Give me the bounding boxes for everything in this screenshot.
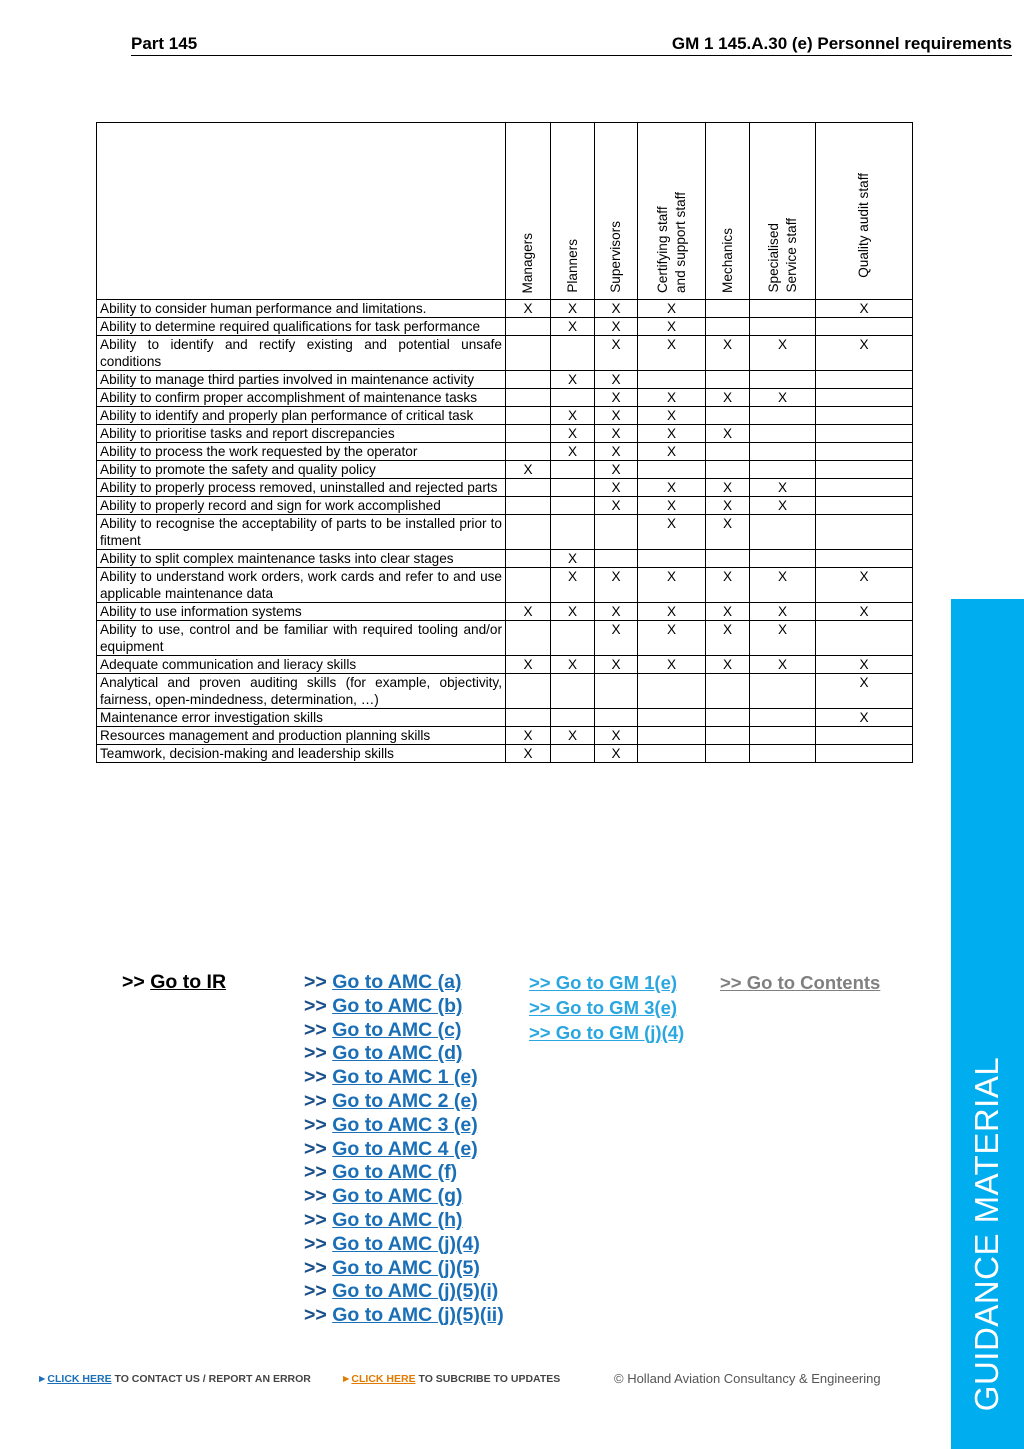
table-row xyxy=(97,709,913,727)
mark-cell: X xyxy=(595,568,638,603)
mark-cell xyxy=(816,461,913,479)
table-row xyxy=(97,425,913,443)
amc-link-row xyxy=(304,1161,504,1185)
mark-cell xyxy=(750,515,816,550)
gm-link-row xyxy=(529,996,684,1021)
table-row xyxy=(97,621,913,656)
mark-cell xyxy=(551,674,595,709)
mark-cell: X xyxy=(816,336,913,371)
link-prefix: >> xyxy=(304,971,327,993)
mark-cell: X xyxy=(595,318,638,336)
contents-link-block xyxy=(720,971,880,996)
mark-cell xyxy=(506,568,551,603)
ability-cell: Ability to split complex maintenance tasks into clear stages xyxy=(97,550,506,568)
link-prefix: >> xyxy=(304,1042,327,1065)
ability-cell: Ability to consider human performance and limitations. xyxy=(97,300,506,318)
amc-link-row xyxy=(304,971,504,995)
mark-cell: X xyxy=(595,389,638,407)
amc-link[interactable]: Go to AMC 3 (e) xyxy=(332,1113,478,1136)
amc-link-row xyxy=(304,1066,504,1090)
mark-cell xyxy=(750,745,816,763)
mark-cell: X xyxy=(638,318,706,336)
mark-cell: X xyxy=(551,603,595,621)
mark-cell: X xyxy=(706,515,750,550)
table-row xyxy=(97,443,913,461)
link-prefix: >> xyxy=(304,1113,327,1136)
mark-cell: X xyxy=(638,621,706,656)
table-row xyxy=(97,407,913,425)
mark-cell xyxy=(706,674,750,709)
mark-cell xyxy=(551,461,595,479)
mark-cell: X xyxy=(595,656,638,674)
mark-cell xyxy=(551,709,595,727)
mark-cell: X xyxy=(595,727,638,745)
link-prefix: >> xyxy=(304,1018,327,1041)
gm-link-row xyxy=(529,971,684,996)
ability-cell: Ability to manage third parties involved in maintenance activity xyxy=(97,371,506,389)
mark-cell xyxy=(816,621,913,656)
amc-link-row xyxy=(304,1257,504,1281)
mark-cell: X xyxy=(551,407,595,425)
table-row xyxy=(97,550,913,568)
ability-cell: Analytical and proven auditing skills (for example, objectivity, fairness, open-mindedness, determination, …) xyxy=(97,674,506,709)
mark-cell: X xyxy=(595,371,638,389)
header-title: GM 1 145.A.30 (e) Personnel requirements xyxy=(671,34,1012,53)
amc-link[interactable]: Go to AMC (j)(5)(ii) xyxy=(332,1304,504,1327)
mark-cell xyxy=(706,461,750,479)
mark-cell: X xyxy=(638,479,706,497)
matrix-body xyxy=(97,300,913,763)
amc-link-row xyxy=(304,1209,504,1233)
column-header: Supervisors xyxy=(595,123,638,300)
mark-cell xyxy=(506,389,551,407)
mark-cell xyxy=(551,336,595,371)
mark-cell: X xyxy=(506,603,551,621)
mark-cell xyxy=(595,674,638,709)
amc-link-row xyxy=(304,1185,504,1209)
column-header: Specialised Service staff xyxy=(750,123,816,300)
mark-cell xyxy=(816,371,913,389)
mark-cell: X xyxy=(595,407,638,425)
ability-cell: Ability to properly process removed, uninstalled and rejected parts xyxy=(97,479,506,497)
mark-cell: X xyxy=(595,479,638,497)
mark-cell: X xyxy=(595,425,638,443)
gm-link[interactable]: >> Go to GM (j)(4) xyxy=(529,1021,685,1043)
mark-cell: X xyxy=(706,425,750,443)
mark-cell xyxy=(506,443,551,461)
mark-cell: X xyxy=(750,336,816,371)
amc-link[interactable]: Go to AMC (j)(5) xyxy=(332,1256,480,1279)
table-row xyxy=(97,674,913,709)
mark-cell xyxy=(551,621,595,656)
gm-link-row xyxy=(529,1021,684,1046)
amc-link[interactable]: Go to AMC (h) xyxy=(332,1208,463,1231)
mark-cell: X xyxy=(706,656,750,674)
mark-cell: X xyxy=(816,674,913,709)
mark-cell: X xyxy=(706,497,750,515)
mark-cell: X xyxy=(595,745,638,763)
competency-matrix xyxy=(96,122,913,763)
mark-cell xyxy=(816,479,913,497)
ability-cell: Ability to process the work requested by the operator xyxy=(97,443,506,461)
mark-cell xyxy=(551,479,595,497)
link-prefix: >> xyxy=(304,994,327,1017)
mark-cell xyxy=(706,318,750,336)
mark-cell xyxy=(750,709,816,727)
mark-cell: X xyxy=(595,603,638,621)
mark-cell: X xyxy=(595,300,638,318)
mark-cell: X xyxy=(750,603,816,621)
matrix-header-row xyxy=(97,123,913,300)
mark-cell xyxy=(750,443,816,461)
mark-cell xyxy=(506,336,551,371)
mark-cell xyxy=(750,300,816,318)
ability-cell: Ability to identify and properly plan performance of critical task xyxy=(97,407,506,425)
mark-cell: X xyxy=(816,568,913,603)
mark-cell: X xyxy=(706,336,750,371)
link-prefix: >> xyxy=(304,1137,327,1160)
mark-cell xyxy=(816,389,913,407)
go-to-ir-link[interactable]: Go to IR xyxy=(150,971,227,993)
mark-cell xyxy=(638,461,706,479)
mark-cell xyxy=(595,709,638,727)
amc-link[interactable]: Go to AMC 4 (e) xyxy=(332,1137,478,1160)
mark-cell: X xyxy=(595,461,638,479)
subscribe-text: TO SUBCRIBE TO UPDATES xyxy=(415,1373,561,1385)
amc-link-row xyxy=(304,1019,504,1043)
ability-cell: Maintenance error investigation skills xyxy=(97,709,506,727)
mark-cell xyxy=(750,425,816,443)
mark-cell: X xyxy=(638,497,706,515)
mark-cell xyxy=(706,407,750,425)
mark-cell: X xyxy=(638,336,706,371)
side-label-wrap xyxy=(951,599,1024,1449)
mark-cell: X xyxy=(551,656,595,674)
mark-cell: X xyxy=(816,709,913,727)
amc-link-row xyxy=(304,1280,504,1304)
mark-cell xyxy=(816,745,913,763)
mark-cell: X xyxy=(816,603,913,621)
mark-cell: X xyxy=(638,300,706,318)
mark-cell xyxy=(506,318,551,336)
amc-link[interactable]: Go to AMC (g) xyxy=(332,1185,463,1208)
table-row xyxy=(97,656,913,674)
mark-cell xyxy=(816,318,913,336)
mark-cell: X xyxy=(595,443,638,461)
mark-cell xyxy=(506,425,551,443)
mark-cell: X xyxy=(706,479,750,497)
mark-cell xyxy=(595,515,638,550)
table-row xyxy=(97,745,913,763)
mark-cell xyxy=(706,300,750,318)
table-row xyxy=(97,515,913,550)
mark-cell: X xyxy=(706,603,750,621)
mark-cell: X xyxy=(595,336,638,371)
gm-links xyxy=(529,971,684,1045)
amc-link[interactable]: Go to AMC 1 (e) xyxy=(332,1066,478,1089)
amc-link[interactable]: Go to AMC (a) xyxy=(332,971,462,993)
mark-cell: X xyxy=(750,568,816,603)
mark-cell xyxy=(506,621,551,656)
go-to-contents-link[interactable]: >> Go to Contents xyxy=(720,972,881,993)
mark-cell xyxy=(638,371,706,389)
mark-cell: X xyxy=(506,727,551,745)
column-header: Certifying staff and support staff xyxy=(638,123,706,300)
mark-cell: X xyxy=(750,479,816,497)
mark-cell: X xyxy=(638,515,706,550)
link-prefix: >> xyxy=(304,1208,327,1231)
amc-link-row xyxy=(304,1090,504,1114)
mark-cell xyxy=(551,515,595,550)
ability-cell: Ability to properly record and sign for work accomplished xyxy=(97,497,506,515)
mark-cell xyxy=(506,371,551,389)
mark-cell: X xyxy=(595,497,638,515)
mark-cell xyxy=(706,550,750,568)
amc-link[interactable]: Go to AMC (d) xyxy=(332,1042,463,1065)
mark-cell: X xyxy=(551,318,595,336)
column-header: Planners xyxy=(551,123,595,300)
ability-cell: Ability to confirm proper accomplishment of maintenance tasks xyxy=(97,389,506,407)
ability-cell: Ability to identify and rectify existing and potential unsafe conditions xyxy=(97,336,506,371)
gm-link[interactable]: >> Go to GM 1(e) xyxy=(529,972,678,993)
mark-cell xyxy=(750,674,816,709)
mark-cell: X xyxy=(506,745,551,763)
go-to-ir-block xyxy=(122,971,226,995)
mark-cell xyxy=(816,443,913,461)
mark-cell xyxy=(816,727,913,745)
amc-link-row xyxy=(304,1138,504,1162)
ability-cell: Ability to promote the safety and quality policy xyxy=(97,461,506,479)
link-prefix: >> xyxy=(304,1280,327,1303)
mark-cell: X xyxy=(750,389,816,407)
triangle-icon: ► xyxy=(37,1373,48,1385)
mark-cell xyxy=(706,727,750,745)
mark-cell xyxy=(638,709,706,727)
amc-link-row xyxy=(304,995,504,1019)
mark-cell xyxy=(638,745,706,763)
mark-cell: X xyxy=(750,621,816,656)
table-row xyxy=(97,336,913,371)
table-row xyxy=(97,727,913,745)
copyright: © Holland Aviation Consultancy & Engineering xyxy=(614,1371,881,1386)
mark-cell: X xyxy=(551,425,595,443)
mark-cell: X xyxy=(595,621,638,656)
mark-cell xyxy=(706,709,750,727)
mark-cell xyxy=(595,550,638,568)
mark-cell xyxy=(506,515,551,550)
mark-cell: X xyxy=(638,407,706,425)
column-header: Mechanics xyxy=(706,123,750,300)
mark-cell: X xyxy=(551,371,595,389)
subscribe-link[interactable]: CLICK HERE xyxy=(351,1373,416,1385)
mark-cell: X xyxy=(706,621,750,656)
link-prefix: >> xyxy=(304,1185,327,1208)
link-prefix: >> xyxy=(122,971,145,993)
mark-cell xyxy=(506,479,551,497)
ability-cell: Teamwork, decision-making and leadership skills xyxy=(97,745,506,763)
mark-cell xyxy=(706,443,750,461)
table-row xyxy=(97,318,913,336)
mark-cell xyxy=(750,371,816,389)
mark-cell xyxy=(551,389,595,407)
amc-link[interactable]: Go to AMC (f) xyxy=(332,1161,458,1184)
mark-cell xyxy=(816,497,913,515)
mark-cell xyxy=(706,745,750,763)
table-row xyxy=(97,568,913,603)
mark-cell xyxy=(506,674,551,709)
mark-cell xyxy=(638,550,706,568)
table-row xyxy=(97,461,913,479)
mark-cell: X xyxy=(506,656,551,674)
link-prefix: >> xyxy=(304,1304,327,1327)
footer-subscribe xyxy=(341,1373,560,1385)
mark-cell: X xyxy=(750,656,816,674)
amc-link[interactable]: Go to AMC 2 (e) xyxy=(332,1089,478,1112)
mark-cell xyxy=(750,727,816,745)
mark-cell: X xyxy=(551,550,595,568)
link-prefix: >> xyxy=(304,1161,327,1184)
mark-cell: X xyxy=(551,568,595,603)
ability-cell: Ability to determine required qualifications for task performance xyxy=(97,318,506,336)
mark-cell: X xyxy=(816,656,913,674)
ability-cell: Ability to use, control and be familiar with required tooling and/or equipment xyxy=(97,621,506,656)
mark-cell xyxy=(750,461,816,479)
mark-cell: X xyxy=(706,568,750,603)
table-row xyxy=(97,603,913,621)
mark-cell: X xyxy=(638,425,706,443)
mark-cell: X xyxy=(706,389,750,407)
mark-cell: X xyxy=(506,461,551,479)
triangle-icon: ► xyxy=(341,1373,352,1385)
ability-cell: Ability to recognise the acceptability of parts to be installed prior to fitment xyxy=(97,515,506,550)
table-row xyxy=(97,300,913,318)
link-prefix: >> xyxy=(304,1256,327,1279)
mark-cell xyxy=(750,550,816,568)
mark-cell xyxy=(551,497,595,515)
mark-cell: X xyxy=(551,300,595,318)
side-label: GUIDANCE MATERIAL xyxy=(968,1056,1005,1412)
amc-link-row xyxy=(304,1233,504,1257)
column-header: Managers xyxy=(506,123,551,300)
ability-cell: Ability to use information systems xyxy=(97,603,506,621)
mark-cell xyxy=(816,407,913,425)
amc-link-row xyxy=(304,1042,504,1066)
footer-contact xyxy=(37,1373,311,1385)
table-row xyxy=(97,389,913,407)
mark-cell: X xyxy=(638,389,706,407)
mark-cell xyxy=(506,497,551,515)
mark-cell: X xyxy=(551,727,595,745)
mark-cell xyxy=(638,674,706,709)
mark-cell xyxy=(551,745,595,763)
amc-link-row xyxy=(304,1304,504,1328)
mark-cell xyxy=(506,709,551,727)
ability-cell: Ability to understand work orders, work cards and refer to and use applicable maintenance data xyxy=(97,568,506,603)
amc-link[interactable]: Go to AMC (j)(5)(i) xyxy=(332,1280,499,1303)
mark-cell: X xyxy=(551,443,595,461)
table-row xyxy=(97,497,913,515)
contact-link[interactable]: CLICK HERE xyxy=(47,1373,112,1385)
mark-cell xyxy=(816,425,913,443)
mark-cell: X xyxy=(750,497,816,515)
mark-cell: X xyxy=(638,568,706,603)
amc-link-row xyxy=(304,1114,504,1138)
mark-cell xyxy=(638,727,706,745)
ability-cell: Resources management and production planning skills xyxy=(97,727,506,745)
mark-cell xyxy=(816,515,913,550)
ability-cell: Ability to prioritise tasks and report discrepancies xyxy=(97,425,506,443)
mark-cell: X xyxy=(506,300,551,318)
mark-cell: X xyxy=(816,300,913,318)
link-prefix: >> xyxy=(304,1232,327,1255)
mark-cell: X xyxy=(638,603,706,621)
amc-link[interactable]: Go to AMC (j)(4) xyxy=(332,1232,480,1255)
link-prefix: >> xyxy=(304,1089,327,1112)
column-header: Quality audit staff xyxy=(816,123,913,300)
amc-link[interactable]: Go to AMC (b) xyxy=(332,994,463,1017)
mark-cell xyxy=(750,318,816,336)
mark-cell: X xyxy=(638,656,706,674)
mark-cell xyxy=(816,550,913,568)
amc-links xyxy=(304,971,504,1328)
mark-cell xyxy=(506,550,551,568)
header-part: Part 145 xyxy=(131,34,198,53)
link-prefix: >> xyxy=(304,1066,327,1089)
mark-cell xyxy=(706,371,750,389)
table-row xyxy=(97,479,913,497)
header-rule xyxy=(131,55,1012,56)
mark-cell xyxy=(506,407,551,425)
mark-cell: X xyxy=(638,443,706,461)
contact-text: TO CONTACT US / REPORT AN ERROR xyxy=(111,1373,311,1385)
table-row xyxy=(97,371,913,389)
matrix-corner xyxy=(97,123,506,300)
mark-cell xyxy=(750,407,816,425)
gm-link[interactable]: >> Go to GM 3(e) xyxy=(529,996,678,1018)
ability-cell: Adequate communication and lieracy skills xyxy=(97,656,506,674)
amc-link[interactable]: Go to AMC (c) xyxy=(332,1018,462,1041)
